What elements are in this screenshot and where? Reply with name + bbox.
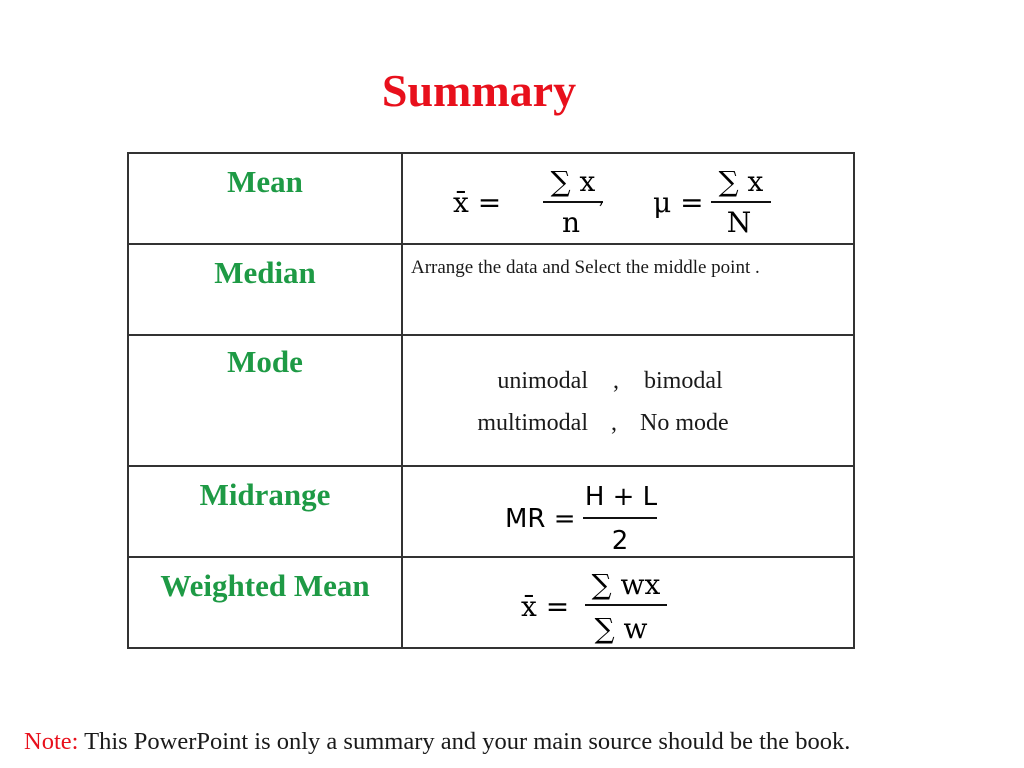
table-row-mean — [128, 153, 854, 244]
midrange-formula-cell — [402, 466, 854, 557]
mode-label: Mode — [227, 344, 303, 379]
mode-line-2 — [403, 402, 853, 444]
mode-line-1 — [403, 360, 853, 402]
mean-formulas — [443, 160, 843, 238]
table-row-weighted-mean — [128, 557, 854, 648]
weighted-mean-lhs: x̄ = — [521, 590, 570, 623]
population-mean-denominator: N — [726, 206, 752, 238]
mode-types — [403, 360, 853, 444]
note-label: Note: — [24, 728, 79, 755]
population-mean-lhs: μ = — [653, 186, 704, 219]
mean-formula-cell — [402, 153, 854, 244]
sample-mean-lhs: x̄ = — [453, 186, 502, 219]
mode-label-cell — [128, 335, 402, 466]
sample-mean-numerator: ∑ x — [550, 165, 596, 198]
mean-label-cell — [128, 153, 402, 244]
median-label: Median — [214, 255, 316, 290]
slide-title: Summary — [381, 65, 577, 116]
weighted-mean-label-cell — [128, 557, 402, 648]
mode-no-mode: No mode — [640, 409, 729, 436]
mode-unimodal: unimodal — [497, 367, 588, 394]
midrange-formula — [499, 473, 759, 555]
mode-separator-1: , — [613, 367, 619, 394]
population-mean-numerator: ∑ x — [718, 165, 764, 198]
mean-separator: , — [599, 190, 604, 208]
weighted-mean-label: Weighted Mean — [160, 568, 370, 603]
table-row-mode — [128, 335, 854, 466]
mode-types-cell — [402, 335, 854, 466]
midrange-label-cell — [128, 466, 402, 557]
summary-table — [127, 152, 855, 649]
median-label-cell — [128, 244, 402, 335]
note-text: This PowerPoint is only a summary and your main source should be the book. — [78, 728, 851, 755]
median-description-cell — [402, 244, 854, 335]
weighted-mean-denominator: ∑ w — [594, 612, 648, 645]
weighted-mean-formula — [513, 562, 763, 646]
midrange-numerator: H + L — [584, 482, 658, 512]
median-description: Arrange the data and Select the middle point . — [411, 257, 760, 278]
weighted-mean-formula-cell — [402, 557, 854, 648]
mode-separator-2: , — [611, 409, 617, 436]
sample-mean-denominator: n — [561, 206, 581, 238]
midrange-denominator: 2 — [611, 526, 629, 555]
mode-bimodal: bimodal — [644, 367, 723, 394]
table-row-midrange — [128, 466, 854, 557]
midrange-lhs: MR = — [505, 504, 576, 534]
footer-note — [24, 728, 1014, 756]
mean-label: Mean — [227, 164, 303, 199]
table-row-median — [128, 244, 854, 335]
mode-multimodal: multimodal — [477, 409, 588, 436]
weighted-mean-numerator: ∑ wx — [591, 568, 661, 601]
midrange-label: Midrange — [199, 477, 331, 512]
